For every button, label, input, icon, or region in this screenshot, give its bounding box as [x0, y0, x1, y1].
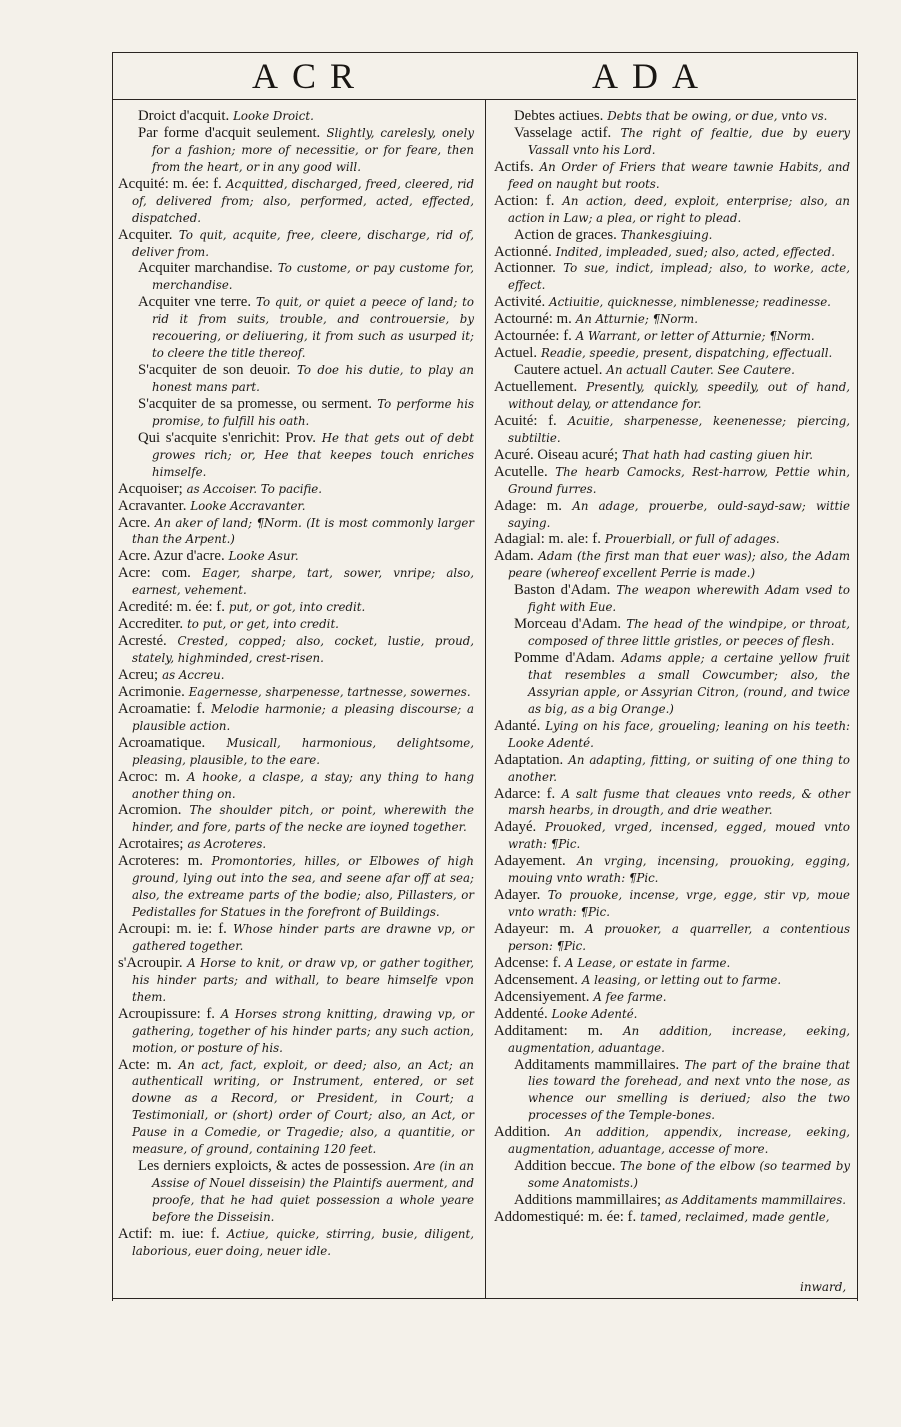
entry-headword: Par forme d'acquit seulement.	[138, 124, 321, 141]
dictionary-entry	[494, 413, 850, 447]
entry-definition: Presently, quickly, speedily, out of hand, without delay, or attendance for.	[508, 380, 850, 411]
entry-headword: Adcensement.	[494, 971, 578, 988]
dictionary-entry	[494, 718, 850, 752]
dictionary-entry	[494, 819, 850, 853]
dictionary-entry	[494, 159, 850, 193]
entry-definition: To quit, acquite, free, cleere, discharge, rid of, deliver from.	[132, 227, 474, 259]
dictionary-entry	[118, 701, 474, 735]
dictionary-entry	[118, 769, 474, 803]
right-column	[494, 108, 850, 1226]
entry-headword: Acroamatie: f.	[118, 700, 206, 717]
entry-definition: to put, or get, into credit.	[187, 617, 339, 632]
dictionary-entry	[118, 684, 474, 701]
entry-headword: Adarce: f.	[494, 785, 556, 802]
dictionary-entry	[118, 955, 474, 1006]
dictionary-entry	[494, 260, 850, 294]
entry-headword: Acquiter marchandise.	[138, 260, 273, 277]
dictionary-entry	[118, 836, 474, 853]
dictionary-entry	[494, 447, 850, 464]
dictionary-entry	[118, 633, 474, 667]
dictionary-entry	[494, 989, 850, 1006]
entry-headword: Acre: com.	[118, 565, 191, 582]
entry-definition: A Lease, or estate in farme.	[565, 955, 731, 970]
dictionary-entry	[118, 667, 474, 684]
entry-definition: Looke Asur.	[228, 549, 299, 564]
entry-headword: Acroupissure: f.	[118, 1005, 215, 1022]
dictionary-entry	[494, 125, 850, 159]
running-header	[112, 56, 856, 96]
header-rule	[112, 99, 856, 100]
entry-headword: Baston d'Adam.	[514, 582, 611, 599]
dictionary-entry	[494, 1057, 850, 1125]
dictionary-entry	[494, 786, 850, 820]
entry-headword: Action: f.	[494, 192, 555, 209]
dictionary-entry	[118, 1158, 474, 1226]
entry-headword: Adayer.	[494, 887, 541, 904]
entry-headword: Actuellement.	[494, 379, 578, 395]
dictionary-entry	[494, 498, 850, 532]
dictionary-entry	[494, 464, 850, 498]
entry-headword: Acuité: f.	[494, 412, 557, 429]
entry-definition: tamed, reclaimed, made gentle,	[640, 1209, 830, 1224]
entry-definition: Musicall, harmonious, delightsome, pleasing, plausible, to the eare.	[132, 735, 474, 767]
entry-definition: Whose hinder parts are drawne vp, or gathered together.	[132, 922, 474, 953]
entry-definition: To doe his dutie, to play an honest mans part.	[152, 363, 475, 394]
entry-definition: An adage, prouerbe, ould-sayd-saw; wittie saying.	[508, 498, 850, 530]
entry-definition: A salt fusme that cleaues vnto reeds, & other marsh hearbs, in drougth, and drie weather.	[508, 786, 850, 818]
dictionary-entry	[118, 802, 474, 836]
entry-definition: Actiuitie, quicknesse, nimblenesse; readinesse.	[549, 295, 831, 310]
entry-headword: Acquoiser;	[118, 480, 183, 497]
dictionary-entry	[494, 582, 850, 616]
dictionary-entry	[118, 227, 474, 261]
entry-definition: An addition, increase, eeking, augmentation, aduantage.	[508, 1023, 850, 1055]
entry-headword: Adayé.	[494, 819, 537, 836]
catchword: inward,	[800, 1280, 847, 1294]
entry-headword: Acroupi: m. ie: f.	[118, 921, 227, 937]
entry-definition: A Horse to knit, or draw vp, or gather togither, his hinder parts; and withall, to beare himselfe vpon them.	[132, 955, 474, 1004]
entry-definition: Readie, speedie, present, dispatching, effectuall.	[540, 346, 833, 361]
entry-headword: Addition.	[494, 1124, 551, 1141]
entry-definition: Acquitted, discharged, freed, cleered, rid of, delivered from; also, performed, acted, effected, dispatched.	[132, 176, 474, 225]
entry-headword: Acte: m.	[118, 1056, 172, 1073]
entry-definition: To prouoke, incense, vrge, egge, stir vp, moue vnto wrath: ¶Pic.	[508, 888, 850, 920]
entry-definition: Indited, impleaded, sued; also, acted, effected.	[555, 244, 835, 259]
entry-headword: Cautere actuel.	[514, 362, 603, 379]
entry-definition: Slightly, carelesly, onely for a fashion; more of necessitie, or for feare, then from the heart, or in any good will.	[152, 125, 474, 174]
entry-headword: Debtes actiues.	[514, 108, 604, 124]
entry-definition: Promontories, hilles, or Elbowes of high ground, lying out into the sea, and seene afar off at sea; also, the extreame parts of the bodie; also, Pillasters, or Pedistalles for Statues in the forefront of Buildings.	[132, 854, 474, 920]
entry-definition: put, or got, into credit.	[228, 600, 366, 615]
entry-headword: Adam.	[494, 548, 534, 565]
entry-definition: Eagernesse, sharpenesse, tartnesse, sowernes.	[188, 684, 471, 699]
entry-definition: Acuitie, sharpenesse, keenenesse; piercing, subtiltie.	[508, 413, 850, 445]
entry-headword: Acromion.	[118, 802, 182, 819]
entry-definition: Prouerbiall, or full of adages.	[604, 532, 780, 547]
entry-headword: Qui s'acquite s'enrichit: Prov.	[138, 429, 316, 446]
entry-definition: Adams apple; a certaine yellow fruit that resembles a small Cowcumber; also, the Assyrian apple, or Assyrian Citron, (round, and twice as big, as a big Orange.)	[528, 651, 850, 716]
entry-headword: Addenté.	[494, 1005, 548, 1022]
entry-definition: Looke Droict.	[233, 109, 314, 123]
entry-headword: Acutelle.	[494, 463, 548, 480]
dictionary-entry	[494, 1006, 850, 1023]
entry-headword: Acre.	[118, 514, 151, 531]
entry-headword: Acquiter.	[118, 226, 173, 243]
entry-definition: An Atturnie; ¶Norm.	[575, 312, 698, 327]
entry-definition: Lying on his face, groueling; leaning on his teeth: Looke Adenté.	[508, 718, 850, 750]
entry-definition: as Accoiser. To pacifie.	[186, 481, 323, 496]
entry-headword: Acroc: m.	[118, 768, 181, 785]
dictionary-entry	[494, 362, 850, 379]
entry-headword: Acroteres: m.	[118, 853, 203, 870]
entry-headword: Acuré. Oiseau acuré;	[494, 446, 619, 463]
entry-headword: s'Acroupir.	[118, 954, 183, 971]
entry-definition: An Order of Friers that weare tawnie Habits, and feed on naught but roots.	[508, 159, 850, 191]
dictionary-entry	[118, 853, 474, 921]
dictionary-entry	[118, 921, 474, 955]
left-column	[118, 108, 474, 1260]
dictionary-entry	[494, 531, 850, 548]
entry-headword: Acrimonie.	[118, 683, 185, 700]
entry-definition: An action, deed, exploit, enterprise; also, an action in Law; a plea, or right to plead.	[508, 193, 850, 225]
dictionary-entry	[494, 193, 850, 227]
entry-headword: Adayement.	[494, 853, 566, 870]
dictionary-entry	[118, 362, 474, 396]
dictionary-entry	[118, 481, 474, 498]
entry-headword: Actionner.	[494, 260, 556, 277]
dictionary-entry	[494, 294, 850, 311]
dictionary-entry	[494, 650, 850, 718]
dictionary-entry	[494, 548, 850, 582]
entry-headword: Actuel.	[494, 345, 538, 362]
dictionary-entry	[494, 244, 850, 261]
entry-definition: The weapon wherewith Adam vsed to fight with Eue.	[528, 583, 850, 615]
dictionary-entry	[494, 379, 850, 413]
dictionary-entry	[494, 1124, 850, 1158]
column-divider	[485, 100, 486, 1298]
entry-headword: Acroamatique.	[118, 734, 206, 751]
entry-definition: He that gets out of debt growes rich; or, Hee that keepes touch enriches himselfe.	[152, 430, 474, 479]
entry-definition: Thankesgiuing.	[620, 227, 713, 242]
entry-definition: The hearb Camocks, Rest-harrow, Pettie whin, Ground furres.	[508, 464, 850, 496]
entry-definition: An vrging, incensing, prouoking, egging, mouing vnto wrath: ¶Pic.	[508, 854, 850, 886]
entry-headword: Adayeur: m.	[494, 921, 575, 937]
entry-definition: That hath had casting giuen hir.	[622, 447, 814, 462]
bottom-rule	[112, 1298, 857, 1299]
entry-definition: The shoulder pitch, or point, wherewith the hinder, and fore, parts of the necke are ioyned together.	[132, 803, 474, 835]
entry-headword: S'acquiter de son deuoir.	[138, 362, 291, 379]
entry-headword: Addition beccue.	[514, 1158, 616, 1175]
dictionary-entry	[494, 1209, 850, 1226]
entry-definition: A Horses strong knitting, drawing vp, or gathering, together of his hinder parts; any such action, motion, or posture of his.	[132, 1006, 474, 1055]
entry-headword: Adcensiyement.	[494, 988, 590, 1005]
entry-headword: Acre. Azur d'acre.	[118, 548, 225, 565]
dictionary-entry	[494, 108, 850, 125]
dictionary-entry	[494, 1192, 850, 1209]
entry-headword: Activité.	[494, 294, 546, 311]
entry-definition: Debts that be owing, or due, vnto vs.	[607, 109, 828, 123]
entry-definition: A Warrant, or letter of Atturnie; ¶Norm.	[575, 329, 815, 344]
entry-definition: A prouoker, a quarreller, a contentious person: ¶Pic.	[508, 922, 850, 953]
entry-headword: Actournée: f.	[494, 328, 572, 345]
entry-definition: The part of the braine that lies toward the forehead, and next vnto the nose, as whence our smelling is deriued; also the two processes of the Temple-bones.	[528, 1057, 850, 1123]
entry-definition: To custome, or pay custome for, merchandise.	[152, 261, 474, 293]
entry-headword: Acresté.	[118, 633, 167, 650]
entry-definition: To performe his promise, to fulfill his oath.	[152, 396, 474, 428]
entry-definition: To quit, or quiet a peece of land; to rid it from suits, trouble, and controuersie, by recouering, or deliuering, it from such as usurped it; to cleere the title thereof.	[152, 295, 474, 361]
entry-headword: Accrediter.	[118, 616, 184, 633]
entry-headword: Acreu;	[118, 666, 159, 683]
entry-headword: Adaptation.	[494, 751, 564, 768]
entry-headword: Action de graces.	[514, 226, 617, 243]
dictionary-entry	[118, 260, 474, 294]
header-left: ACR	[252, 56, 369, 96]
dictionary-entry	[118, 616, 474, 633]
dictionary-entry	[118, 108, 474, 125]
dictionary-entry	[494, 1158, 850, 1192]
entry-definition: The right of fealtie, due by euery Vassall vnto his Lord.	[528, 125, 850, 157]
entry-headword: Pomme d'Adam.	[514, 650, 615, 666]
entry-definition: Eager, sharpe, tart, sower, vnripe; also, earnest, vehement.	[132, 566, 474, 598]
dictionary-entry	[118, 1057, 474, 1159]
entry-definition: An actuall Cauter. See Cautere.	[606, 363, 795, 378]
entry-definition: A leasing, or letting out to farme.	[581, 972, 782, 987]
dictionary-entry	[118, 548, 474, 565]
entry-definition: A hooke, a claspe, a stay; any thing to hang another thing on.	[132, 769, 474, 801]
dictionary-entry	[494, 345, 850, 362]
entry-definition: A fee farme.	[593, 989, 667, 1004]
entry-headword: Morceau d'Adam.	[514, 616, 622, 633]
entry-headword: Acredité: m. ée: f.	[118, 599, 225, 616]
dictionary-entry	[118, 430, 474, 481]
entry-definition: The bone of the elbow (so tearmed by some Anatomists.)	[528, 1159, 850, 1191]
entry-headword: Acrotaires;	[118, 836, 184, 853]
entry-headword: Adage: m.	[494, 497, 562, 514]
entry-headword: S'acquiter de sa promesse, ou serment.	[138, 395, 372, 412]
dictionary-entry	[494, 752, 850, 786]
entry-headword: Adcense: f.	[494, 954, 562, 971]
dictionary-entry	[494, 887, 850, 921]
entry-definition: as Additaments mammillaires.	[665, 1193, 847, 1207]
entry-definition: An aker of land; ¶Norm. (It is most commonly larger than the Arpent.)	[132, 515, 474, 547]
entry-headword: Actourné: m.	[494, 311, 572, 328]
dictionary-entry	[118, 1226, 474, 1260]
entry-headword: Actionné.	[494, 243, 552, 260]
entry-headword: Additaments mammillaires.	[514, 1056, 680, 1073]
dictionary-entry	[494, 972, 850, 989]
entry-headword: Additions mammillaires;	[514, 1192, 662, 1208]
dictionary-entry	[494, 616, 850, 650]
entry-headword: Adanté.	[494, 717, 541, 734]
entry-headword: Actif: m. iue: f.	[118, 1225, 220, 1242]
entry-headword: Acquiter vne terre.	[138, 294, 252, 311]
entry-definition: Adam (the first man that euer was); also, the Adam peare (whereof excellent Perrie is made.)	[508, 549, 850, 581]
dictionary-entry	[118, 565, 474, 599]
entry-definition: To sue, indict, implead; also, to worke, acte, effect.	[508, 261, 850, 293]
dictionary-entry	[118, 396, 474, 430]
entry-headword: Acquité: m. ée: f.	[118, 175, 222, 192]
entry-definition: Looke Accravanter.	[190, 498, 306, 513]
dictionary-entry	[118, 599, 474, 616]
entry-definition: An act, fact, exploit, or deed; also, an Act; an authenticall writing, or Instrument, entered, or set downe as a Record, or President, in Court; a Testimoniall, or (short) order of Court; also, an Act, or Pause in a Comedie, or Tragedie; also, a quantitie, or measure, of ground, containing 120 feet.	[132, 1057, 474, 1157]
entry-definition: Are (in an Assise of Nouel disseisin) the Plaintifs auerment, and proofe, that he had quiet possession a whole yeare before the Disseisin.	[152, 1159, 474, 1224]
entry-headword: Acravanter.	[118, 497, 187, 514]
entry-headword: Additament: m.	[494, 1022, 603, 1039]
entry-headword: Addomestiqué: m. ée: f.	[494, 1208, 637, 1225]
dictionary-entry	[118, 1006, 474, 1057]
entry-definition: Melodie harmonie; a pleasing discourse; a plausible action.	[132, 701, 474, 733]
dictionary-entry	[494, 853, 850, 887]
dictionary-entry	[118, 294, 474, 362]
dictionary-entry	[494, 311, 850, 328]
entry-definition: An addition, appendix, increase, eeking, augmentation, aduantage, accesse of more.	[508, 1125, 850, 1157]
entry-definition: as Acroteres.	[187, 837, 267, 852]
entry-definition: Looke Adenté.	[551, 1006, 638, 1021]
dictionary-entry	[494, 955, 850, 972]
entry-definition: Actiue, quicke, stirring, busie, diligent, laborious, euer doing, neuer idle.	[132, 1226, 474, 1258]
entry-definition: Prouoked, vrged, incensed, egged, moued vnto wrath: ¶Pic.	[508, 820, 850, 852]
entry-headword: Actifs.	[494, 158, 534, 175]
entry-definition: as Accreu.	[162, 667, 225, 682]
dictionary-entry	[494, 921, 850, 955]
entry-definition: The head of the windpipe, or throat, composed of three little gristles, or peeces of flesh.	[528, 617, 850, 649]
dictionary-entry	[118, 498, 474, 515]
dictionary-entry	[118, 515, 474, 549]
header-right: ADA	[592, 56, 712, 96]
dictionary-entry	[118, 735, 474, 769]
dictionary-entry	[118, 125, 474, 176]
dictionary-entry	[494, 328, 850, 345]
dictionary-entry	[494, 227, 850, 244]
entry-definition: Crested, copped; also, cocket, lustie, proud, stately, highminded, crest-risen.	[132, 634, 474, 665]
entry-headword: Droict d'acquit.	[138, 108, 230, 124]
entry-headword: Vasselage actif.	[514, 124, 612, 141]
entry-definition: An adapting, fitting, or suiting of one thing to another.	[508, 752, 850, 784]
dictionary-entry	[494, 1023, 850, 1057]
entry-headword: Adagial: m. ale: f.	[494, 531, 601, 548]
dictionary-entry	[118, 176, 474, 227]
entry-headword: Les derniers exploicts, & actes de possession.	[138, 1158, 410, 1175]
